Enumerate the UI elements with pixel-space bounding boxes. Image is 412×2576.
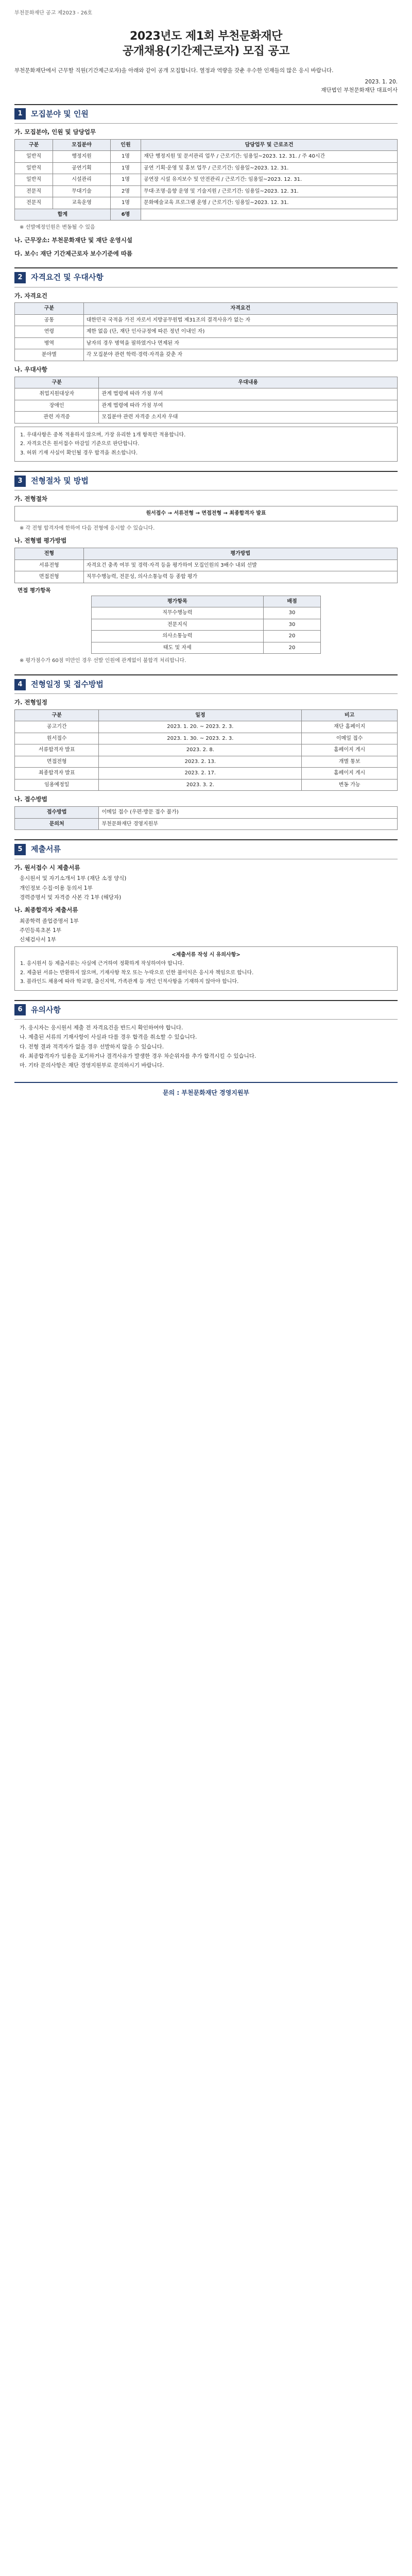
cell: 대한민국 국적을 가진 자로서 지방공무원법 제31조의 결격사유가 없는 자 — [83, 314, 397, 326]
cell-empty — [141, 209, 398, 221]
col-header: 인원 — [110, 139, 141, 151]
cell: 공통 — [15, 314, 84, 326]
col-header: 구분 — [15, 303, 84, 315]
col-header: 자격요건 — [83, 303, 397, 315]
cell: 1명 — [110, 162, 141, 174]
section-notes — [14, 1000, 398, 1070]
col-header: 전형 — [15, 548, 84, 560]
table-row — [15, 744, 398, 756]
cell: 이메일 접수 (우편·방문 접수 불가) — [99, 807, 398, 819]
cell: 서류합격자 발표 — [15, 744, 99, 756]
cell: 문화예술교육 프로그램 운영 / 근로기간: 임용일~2023. 12. 31. — [141, 197, 398, 209]
table-row — [15, 756, 398, 768]
cell: 일반직 — [15, 151, 53, 163]
section-number: 5 — [14, 844, 26, 855]
cell: 1명 — [110, 174, 141, 186]
section-number: 3 — [14, 476, 26, 487]
cell: 각 모집분야 관련 학력·경력·자격을 갖춘 자 — [83, 349, 397, 361]
notice-number: 부천문화재단 공고 제2023 - 26호 — [14, 10, 93, 16]
col-header: 모집분야 — [53, 139, 110, 151]
notes-list — [14, 1024, 398, 1070]
cell: 교육운영 — [53, 197, 110, 209]
cell: 30 — [263, 607, 320, 619]
cell: 홈페이지 게시 — [302, 768, 398, 779]
cell: 모집분야 관련 자격증 소지자 우대 — [99, 412, 398, 423]
table-row — [15, 174, 398, 186]
cell: 태도 및 자세 — [91, 642, 263, 654]
title-line-1: 2023년도 제1회 부천문화재단 — [130, 29, 282, 43]
subheading: 가. 전형절차 — [14, 495, 47, 503]
table-row — [15, 314, 398, 326]
list-item: 마. 기타 문의사항은 재단 경영지원부로 문의하시기 바랍니다. — [20, 1062, 164, 1069]
cell: 무대기술 — [53, 185, 110, 197]
cell: 전문직 — [15, 185, 53, 197]
col-header: 비고 — [302, 709, 398, 721]
method-contact-table — [14, 806, 398, 830]
cell: 남자의 경우 병역을 필하였거나 면제된 자 — [83, 337, 397, 349]
section-header — [14, 267, 398, 287]
preference-table — [14, 377, 398, 423]
cell: 공연기획 — [53, 162, 110, 174]
cell: 의사소통능력 — [91, 631, 263, 642]
box-item: 3. 블라인드 채용에 따라 학교명, 출신지역, 가족관계 등 개인 인적사항을 기재하지 않아야 합니다. — [20, 979, 239, 985]
list-item: 가. 응시자는 응시원서 제출 전 자격요건을 반드시 확인하여야 합니다. — [20, 1024, 183, 1031]
list-item: 라. 최종합격자가 임용을 포기하거나 결격사유가 발생한 경우 차순위자를 추가 합격시킬 수 있습니다. — [20, 1053, 256, 1059]
table-row — [15, 571, 398, 583]
cell: 병역 — [15, 337, 84, 349]
cell: 30 — [263, 619, 320, 631]
table-row — [15, 779, 398, 791]
cell: 서류전형 — [15, 560, 84, 571]
note: ※ 평가점수가 60점 미만인 경우 선발 인원에 관계없이 불합격 처리합니다. — [20, 658, 186, 664]
cell: 연령 — [15, 326, 84, 338]
cell: 홈페이지 게시 — [302, 744, 398, 756]
list-item: 응시원서 및 자기소개서 1부 (재단 소정 양식) — [20, 875, 127, 882]
subheading: 나. 접수방법 — [14, 795, 47, 803]
cell: 분야별 — [15, 349, 84, 361]
box-item: 2. 제출된 서류는 반환하지 않으며, 기재사항 착오 또는 누락으로 인한 불이익은 응시자 책임으로 합니다. — [20, 970, 254, 976]
cell: 최종합격자 발표 — [15, 768, 99, 779]
table-row — [15, 151, 398, 163]
cell: 변동 가능 — [302, 779, 398, 791]
cell: 원서접수 — [15, 733, 99, 744]
title-line-2: 공개채용(기간제근로자) 모집 공고 — [123, 45, 289, 58]
cell: 직무수행능력, 전문성, 의사소통능력 등 종합 평가 — [83, 571, 397, 583]
col-header: 담당업무 및 근로조건 — [141, 139, 398, 151]
col-header: 평가방법 — [83, 548, 397, 560]
footer-contact — [14, 1082, 398, 1103]
intro-text: 부천문화재단에서 근무할 직원(기간제근로자)을 아래와 같이 공개 모집합니다. 열정과 역량을 갖춘 우수한 인재들의 많은 응시 바랍니다. — [14, 67, 334, 74]
row-header: 접수방법 — [15, 807, 99, 819]
cell: 20 — [263, 642, 320, 654]
note: ※ 선발예정인원은 변동될 수 있음 — [20, 225, 95, 231]
subheading: 나. 근무장소: 부천문화재단 및 재단 운영시설 — [14, 236, 132, 244]
section-schedule — [14, 674, 398, 830]
section-header — [14, 674, 398, 694]
selection-steps: 원서접수 → 서류전형 → 면접전형 → 최종합격자 발표 — [146, 511, 266, 517]
doc-list — [14, 917, 398, 944]
table-row — [15, 721, 398, 733]
list-item: 개인정보 수집·이용 동의서 1부 — [20, 885, 93, 891]
box-item: 1. 우대사항은 중복 적용하지 않으며, 가장 유리한 1개 항목만 적용합니다. — [20, 432, 186, 438]
table-row — [91, 619, 320, 631]
table-row — [15, 400, 398, 412]
footer-text: 문의 : 부천문화재단 경영지원부 — [162, 1089, 250, 1097]
subheading: 나. 우대사항 — [14, 365, 47, 373]
cell: 일반직 — [15, 162, 53, 174]
method-table — [14, 548, 398, 583]
subheading: 가. 원서접수 시 제출서류 — [14, 863, 80, 871]
section-recruitment — [14, 104, 398, 259]
row-header: 문의처 — [15, 818, 99, 830]
list-item: 최종학력 졸업증명서 1부 — [20, 918, 79, 924]
section-header — [14, 471, 398, 490]
list-item: 주민등록초본 1부 — [20, 927, 62, 934]
notes-box — [14, 427, 398, 462]
section-selection — [14, 471, 398, 665]
cell: 장애인 — [15, 400, 99, 412]
cell: 면접전형 — [15, 756, 99, 768]
table-row — [91, 631, 320, 642]
cell: 공연장 시설 유지보수 및 안전관리 / 근로기간: 임용일~2023. 12. 31. — [141, 174, 398, 186]
cell: 관계 법령에 따라 가점 부여 — [99, 400, 398, 412]
notice-page — [0, 0, 412, 1103]
cell: 2023. 1. 30. ~ 2023. 2. 3. — [99, 733, 302, 744]
cell: 1명 — [110, 151, 141, 163]
section-number: 1 — [14, 108, 26, 120]
col-header: 우대내용 — [99, 377, 398, 388]
note: ※ 각 전형 합격자에 한하여 다음 전형에 응시할 수 있습니다. — [20, 525, 155, 531]
subheading: 나. 전형별 평가방법 — [14, 537, 67, 545]
total-label: 합계 — [15, 209, 111, 221]
table-row — [15, 185, 398, 197]
section-documents — [14, 839, 398, 990]
box-item: 1. 응시원서 등 제출서류는 사실에 근거하여 정확하게 작성하여야 합니다. — [20, 961, 184, 967]
col-header: 구분 — [15, 377, 99, 388]
subheading: 가. 모집분야, 인원 및 담당업무 — [14, 128, 96, 135]
cell: 재단 홈페이지 — [302, 721, 398, 733]
col-header: 일정 — [99, 709, 302, 721]
title-block — [14, 29, 398, 59]
section-header — [14, 1000, 398, 1020]
cell: 재단 행정지원 및 문서관리 업무 / 근로기간: 임용일~2023. 12. 31. / 주 40시간 — [141, 151, 398, 163]
subheading: 다. 보수: 재단 기간제근로자 보수기준에 따름 — [14, 249, 132, 257]
issuer: 재단법인 부천문화재단 대표이사 — [321, 87, 398, 94]
cell: 전문지식 — [91, 619, 263, 631]
cell: 2023. 2. 13. — [99, 756, 302, 768]
section-title: 모집분야 및 인원 — [31, 109, 89, 118]
section-number: 6 — [14, 1004, 26, 1015]
section-header — [14, 104, 398, 124]
table-row — [15, 733, 398, 744]
section-title: 유의사항 — [31, 1005, 61, 1014]
col-header: 평가항목 — [91, 596, 263, 607]
cell: 시설관리 — [53, 174, 110, 186]
section-header — [14, 839, 398, 859]
eval-table — [91, 596, 321, 654]
cell: 일반직 — [15, 174, 53, 186]
cell: 개별 통보 — [302, 756, 398, 768]
subheading: 가. 전형일정 — [14, 699, 47, 706]
cell: 제한 없음 (단, 재단 인사규정에 따른 정년 이내인 자) — [83, 326, 397, 338]
cell: 관계 법령에 따라 가점 부여 — [99, 388, 398, 400]
subheading: 가. 자격요건 — [14, 292, 47, 299]
total-row — [15, 209, 398, 221]
col-header: 배점 — [263, 596, 320, 607]
table-row — [15, 560, 398, 571]
cell: 취업지원대상자 — [15, 388, 99, 400]
table-row — [15, 768, 398, 779]
cell: 2023. 3. 2. — [99, 779, 302, 791]
cell: 면접전형 — [15, 571, 84, 583]
col-header: 구분 — [15, 139, 53, 151]
cell: 임용예정일 — [15, 779, 99, 791]
table-row — [15, 807, 398, 819]
cell: 전문직 — [15, 197, 53, 209]
table-row — [15, 349, 398, 361]
col-header: 구분 — [15, 709, 99, 721]
box-title: <제출서류 작성 시 유의사항> — [171, 952, 241, 958]
cell: 2023. 2. 17. — [99, 768, 302, 779]
schedule-table — [14, 709, 398, 791]
table-row — [91, 642, 320, 654]
steps-box — [14, 506, 398, 521]
box-item: 2. 자격요건은 원서접수 마감일 기준으로 판단합니다. — [20, 441, 140, 447]
list-item: 다. 전형 결과 적격자가 없을 경우 선발하지 않을 수 있습니다. — [20, 1043, 164, 1050]
eval-title: 면접 평가항목 — [18, 587, 51, 594]
box-item: 3. 허위 기재 사실이 확인될 경우 합격을 취소합니다. — [20, 450, 138, 456]
section-title: 자격요건 및 우대사항 — [31, 273, 104, 282]
cell: 2명 — [110, 185, 141, 197]
table-row — [15, 162, 398, 174]
table-row — [15, 818, 398, 830]
cell: 무대·조명·음향 운영 및 기술지원 / 근로기간: 임용일~2023. 12. 31. — [141, 185, 398, 197]
cell: 관련 자격증 — [15, 412, 99, 423]
cell: 공연 기획·운영 및 홍보 업무 / 근로기간: 임용일~2023. 12. 31. — [141, 162, 398, 174]
subheading: 나. 최종합격자 제출서류 — [14, 906, 78, 914]
list-item: 나. 제출된 서류의 기재사항이 사실과 다를 경우 합격을 취소할 수 있습니다. — [20, 1034, 197, 1041]
cell: 20 — [263, 631, 320, 642]
table-row — [15, 388, 398, 400]
table-row — [15, 197, 398, 209]
table-row — [15, 326, 398, 338]
doc-list — [14, 874, 398, 902]
section-title: 전형절차 및 방법 — [31, 476, 89, 486]
list-item: 신체검사서 1부 — [20, 937, 56, 943]
table-row — [91, 607, 320, 619]
list-item: 경력증명서 및 자격증 사본 각 1부 (해당자) — [20, 894, 122, 901]
cell: 부천문화재단 경영지원부 — [99, 818, 398, 830]
total-value: 6명 — [110, 209, 141, 221]
cell: 공고기간 — [15, 721, 99, 733]
table-row — [15, 412, 398, 423]
section-title: 전형일정 및 접수방법 — [31, 679, 104, 689]
doc-notes-box — [14, 946, 398, 991]
notice-date: 2023. 1. 20. — [365, 79, 398, 86]
cell: 2023. 1. 20. ~ 2023. 2. 3. — [99, 721, 302, 733]
section-number: 2 — [14, 272, 26, 283]
section-title: 제출서류 — [31, 844, 61, 854]
section-qualifications — [14, 267, 398, 462]
cell: 이메일 접수 — [302, 733, 398, 744]
cell: 직무수행능력 — [91, 607, 263, 619]
section-number: 4 — [14, 679, 26, 690]
cell: 1명 — [110, 197, 141, 209]
cell: 2023. 2. 8. — [99, 744, 302, 756]
cell: 행정지원 — [53, 151, 110, 163]
recruitment-table — [14, 139, 398, 221]
qualification-table — [14, 302, 398, 361]
table-row — [15, 337, 398, 349]
cell: 자격요건 충족 여부 및 경력·자격 등을 평가하여 모집인원의 3배수 내외 선발 — [83, 560, 397, 571]
